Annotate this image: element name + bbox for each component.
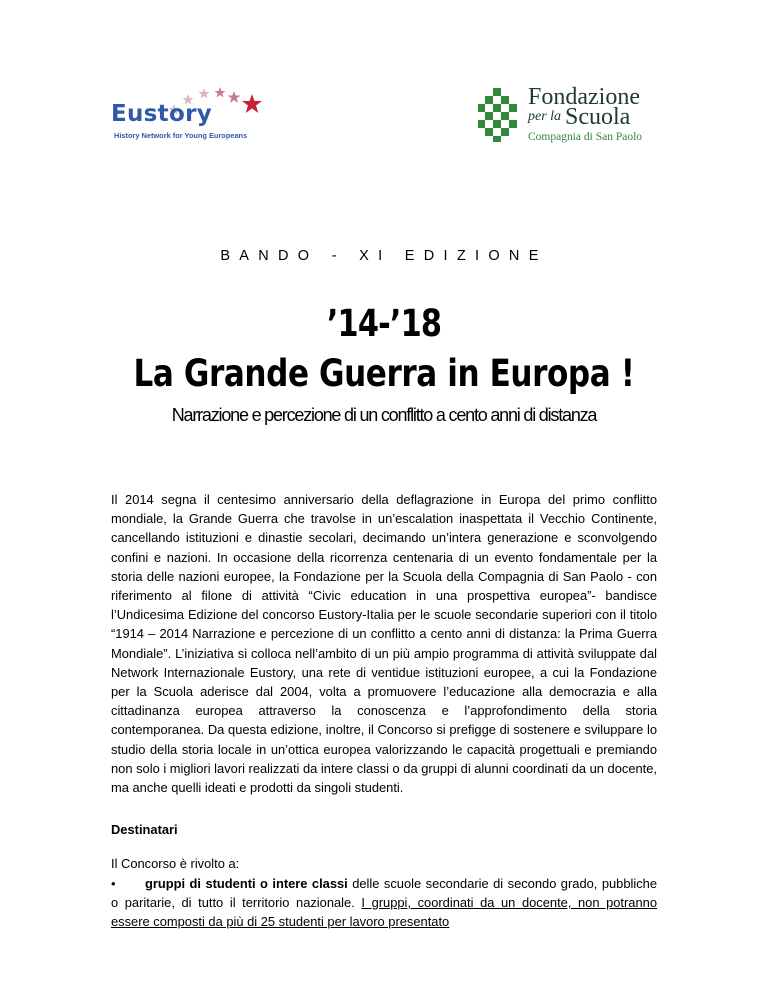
list-item <box>111 874 657 931</box>
audience-intro: Il Concorso è rivolto a: <box>111 856 240 871</box>
edition-heading: BANDO - XI EDIZIONE <box>220 248 548 264</box>
page-subtitle: Narrazione e percezione di un conflitto a cento anni di distanza <box>171 405 597 425</box>
fondazione-scuola: Scuola <box>565 104 631 130</box>
eustory-tagline: History Network for Young Europeans <box>114 131 248 140</box>
fondazione-logo <box>478 84 658 146</box>
fondazione-compagnia: Compagnia di San Paolo <box>528 131 643 143</box>
bullet-bold-text: gruppi di studenti o intere classi <box>145 876 348 891</box>
bullet-underlined-text: I gruppi, coordinati da un docente, non potranno essere composti da più di 25 studenti per lavoro presentato <box>111 895 657 929</box>
intro-paragraph: Il 2014 segna il centesimo anniversario della deflagrazione in Europa del primo conflitto mondiale, la Grande Guerra che travolse in un’escalation inaspettata il Vecchio Continente, cancellando istituzioni e dinastie secolari, decimando un’intera generazione e sconvolgendo confini e nazioni. In occasione della ricorrenza centenaria di un evento fondamentale per la storia delle nazioni europee, la Fondazione per la Scuola della Compagnia di San Paolo - con riferimento al filone di attività “Civic education in una prospettiva europea”- bandisce l’Undicesima Edizione del concorso Eustory-Italia per le scuole secondarie superiori con il titolo “1914 – 2014 Narrazione e percezione di un conflitto a cento anni di distanza: la Prima Guerra Mondiale”. L’iniziativa si colloca nell’ambito di un più ampio programma di attività sviluppate dal Network Internazionale Eustory, una rete di ventidue istituzioni europee, a cui la Fondazione per la Scuola aderisce dal 2004, volta a promuovere l’educazione alla democrazia e alla cittadinanza europea attraverso la conoscenza e l’approfondimento della storia contemporanea. Da questa edizione, inoltre, il Concorso si prefigge di sostenere e sviluppare lo studio della storia locale in un’ottica europea valorizzando le capacità progettuali e premiando non solo i migliori lavori realizzati da intere classi o da gruppi di alunni coordinati da un docente, ma anche quelli ideati e prodotti da singoli studenti. <box>111 492 658 796</box>
title-years: ’14-’18 <box>326 302 442 345</box>
fondazione-per-la: per la <box>528 109 562 124</box>
fondazione-word: Fondazione <box>528 84 640 110</box>
section-title-destinatari: Destinatari <box>111 822 178 837</box>
bullet-text: delle scuole secondarie di secondo grado, pubbliche o paritarie, di tutto il territorio nazionale. <box>111 876 658 910</box>
eustory-logo <box>108 82 258 142</box>
checker-grid-icon <box>478 88 522 142</box>
bullet-icon: • <box>111 876 116 891</box>
eustory-wordmark: Eustory <box>111 101 213 127</box>
page-title: La Grande Guerra in Europa ! <box>133 352 635 395</box>
